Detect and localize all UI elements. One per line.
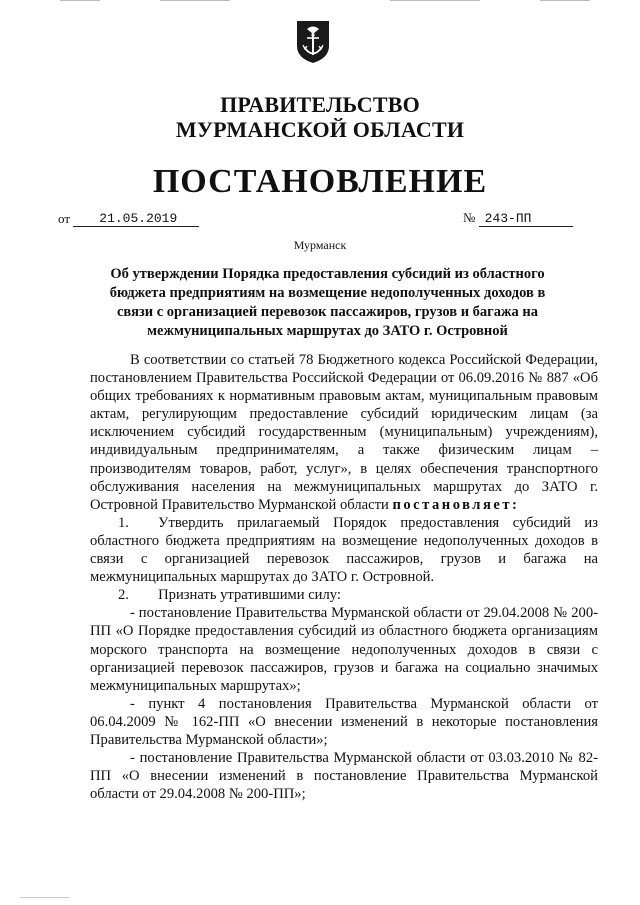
date-value: 21.05.2019 [73,211,199,227]
scan-edge-line [20,897,70,898]
item-2-paragraph: 2. Признать утратившими силу: [118,587,341,604]
number-label: № [463,210,476,225]
resolves-word: постановляет: [392,496,520,513]
document-body [90,351,598,803]
scan-edge-line [390,0,480,1]
scan-edge-line [540,0,590,1]
date-field [58,210,199,227]
city-name: Мурманск [293,238,347,252]
scan-edge-line [160,0,230,1]
preamble-text: В соответствии со статьей 78 Бюджетного кодекса Российской Федерации, постановлением Правительства Российской Федерации от 06.09.2016 № 887 «Об общих требованиях к нормативным правовым актам, муниципальным правовым актам, регулирующим предоставление субсидий юридическим лицам (за исключением субсидий государственным (муниципальным) учреждениям), индивидуальным предпринимателям, а также физическим лицам – производителям товаров, работ, услуг», в целях обеспечения транспортного обслуживания населения на межмуниципальных маршрутах до ЗАТО г. Островной Правительство Мурманской области [90,352,598,513]
document-type-title: ПОСТАНОВЛЕНИЕ [152,163,488,200]
repeal-item-1: - постановление Правительства Мурманской области от 29.04.2008 № 200-ПП «О Порядке предоставления субсидий из областного бюджета организациям морского транспорта на возмещение недополученных доходов в связи с организацией перевозок пассажиров, грузов и багажа на социально значимых межмуниципальных маршрутах»; [90,605,598,694]
government-title-line1: ПРАВИТЕЛЬСТВО [220,92,420,117]
government-title-line2: МУРМАНСКОЙ ОБЛАСТИ [175,117,465,142]
repeal-item-2: - пункт 4 постановления Правительства Мурманской области от 06.04.2009 № 162-ПП «О внесении изменений в некоторые постановления Правительства Мурманской области»; [90,695,598,748]
number-field [463,210,573,227]
repeal-item-3: - постановление Правительства Мурманской области от 03.03.2010 № 82-ПП «О внесении изменений в постановление Правительства Мурманской области от 29.04.2008 № 200-ПП»; [90,750,598,803]
item-1-paragraph: 1. Утвердить прилагаемый Порядок предоставления субсидий из областного бюджета предприятиям на возмещение недополученных доходов в связи с организацией перевозок пассажиров, грузов и багажа на межмуниципальных маршрутах до ЗАТО г. Островной. [90,514,598,586]
government-title [0,92,640,142]
document-subject: Об утверждении Порядка предоставления субсидий из областного бюджета предприятиям на возмещение недополученных доходов в связи с организацией перевозок пассажиров, грузов и багажа на межмуниципальных маршрутах до ЗАТО г. Островной [109,266,546,339]
date-label: от [58,211,71,226]
number-value: 243-ПП [479,211,573,227]
coat-of-arms-icon [296,20,330,64]
preamble-paragraph [90,351,598,514]
scan-edge-line [60,0,100,1]
